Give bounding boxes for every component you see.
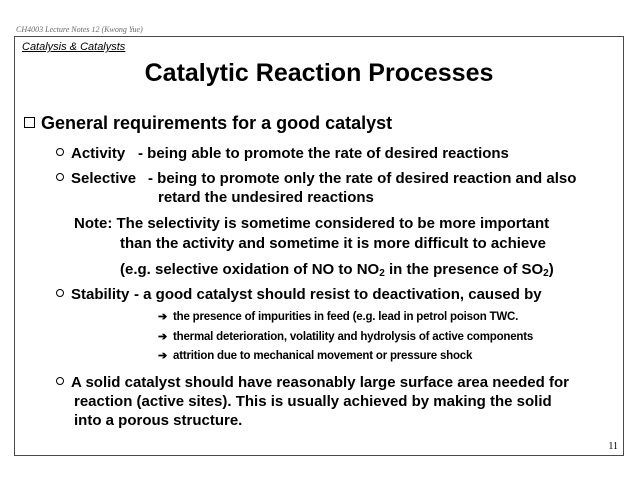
requirements-heading bbox=[24, 113, 392, 134]
section-label: Catalysis & Catalysts bbox=[22, 41, 126, 53]
page-title: Catalytic Reaction Processes bbox=[144, 59, 494, 87]
note-example bbox=[120, 261, 554, 278]
activity-label: Activity bbox=[71, 145, 126, 162]
circle-bullet-icon bbox=[56, 289, 64, 297]
no2-subscript: 2 bbox=[379, 268, 385, 279]
header-note: CH4003 Lecture Notes 12 (Kwong Yue) bbox=[16, 25, 143, 34]
selective-line-1: - being to promote only the rate of desired reaction and also bbox=[148, 170, 577, 187]
circle-bullet-icon bbox=[56, 173, 64, 181]
selective-item bbox=[56, 170, 136, 187]
page-number: 11 bbox=[608, 441, 618, 452]
arrow-right-icon: ➔ bbox=[158, 311, 168, 323]
activity-item bbox=[56, 145, 125, 162]
activity-text: - being able to promote the rate of desired reactions bbox=[138, 145, 509, 162]
circle-bullet-icon bbox=[56, 377, 64, 385]
solid-line-1: A solid catalyst should have reasonably large surface area needed for bbox=[71, 374, 569, 391]
stability-subitem-1: ➔ the presence of impurities in feed (e.g. lead in petrol poison TWC. bbox=[158, 311, 519, 323]
note-line-1: Note: The selectivity is sometime considered to be more important bbox=[74, 215, 550, 232]
note-line-2: than the activity and sometime it is more difficult to achieve bbox=[120, 235, 546, 252]
selective-line-2: retard the undesired reactions bbox=[158, 189, 374, 206]
so2-subscript: 2 bbox=[543, 268, 549, 279]
note-example-suffix: ) bbox=[548, 261, 554, 278]
arrow-right-icon: ➔ bbox=[158, 331, 168, 343]
stability-item bbox=[56, 286, 129, 303]
solid-line-2: reaction (active sites). This is usually achieved by making the solid bbox=[74, 393, 552, 410]
stability-subitem-2: ➔ thermal deterioration, volatility and hydrolysis of active components bbox=[158, 331, 534, 343]
note-example-mid: in the presence of SO bbox=[384, 261, 544, 278]
square-bullet-icon bbox=[24, 117, 35, 128]
stability-subitem-3: ➔ attrition due to mechanical movement or pressure shock bbox=[158, 350, 473, 362]
note-example-prefix: (e.g. selective oxidation of NO to NO bbox=[120, 261, 380, 278]
heading-text: General requirements for a good catalyst bbox=[41, 113, 393, 133]
circle-bullet-icon bbox=[56, 148, 64, 156]
stability-label: Stability bbox=[71, 286, 130, 303]
selective-label: Selective bbox=[71, 170, 137, 187]
solid-catalyst-item bbox=[56, 374, 569, 391]
solid-line-3: into a porous structure. bbox=[74, 412, 243, 429]
stability-text: - a good catalyst should resist to deactivation, caused by bbox=[134, 286, 542, 303]
arrow-right-icon: ➔ bbox=[158, 350, 168, 362]
